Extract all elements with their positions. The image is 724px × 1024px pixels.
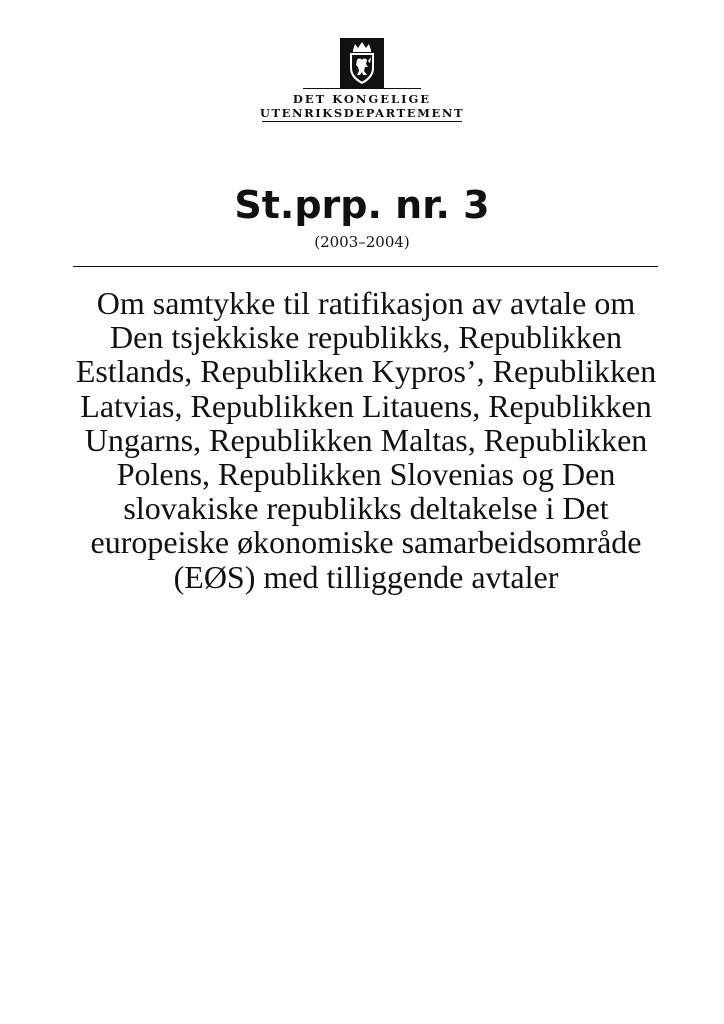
norwegian-coat-of-arms-icon	[340, 38, 384, 88]
department-name-line1: DET KONGELIGE	[292, 92, 432, 106]
title-divider	[73, 266, 658, 267]
session-years: (2003–2004)	[314, 233, 410, 251]
department-name-line2: UTENRIKSDEPARTEMENT	[259, 106, 465, 120]
document-title: Om samtykke til ratifikasjon av avtale om Den tsjekkiske republikks, Republikken Estlands, Republikken Kypros’, Republikken Latvias, Republikken Litauens, Republikken Ungarns, Republikken Maltas, Republikken Polens, Republikken Slovenias og Den slovakiske republikks deltakelse i Det europeiske økonomiske samarbeidsområde (EØS) med tilliggende avtaler	[75, 285, 657, 595]
document-number: St.prp. nr. 3	[234, 183, 490, 227]
logo-rule-top	[303, 88, 421, 89]
logo-rule-bottom	[262, 121, 462, 122]
ministry-logo	[0, 38, 724, 122]
